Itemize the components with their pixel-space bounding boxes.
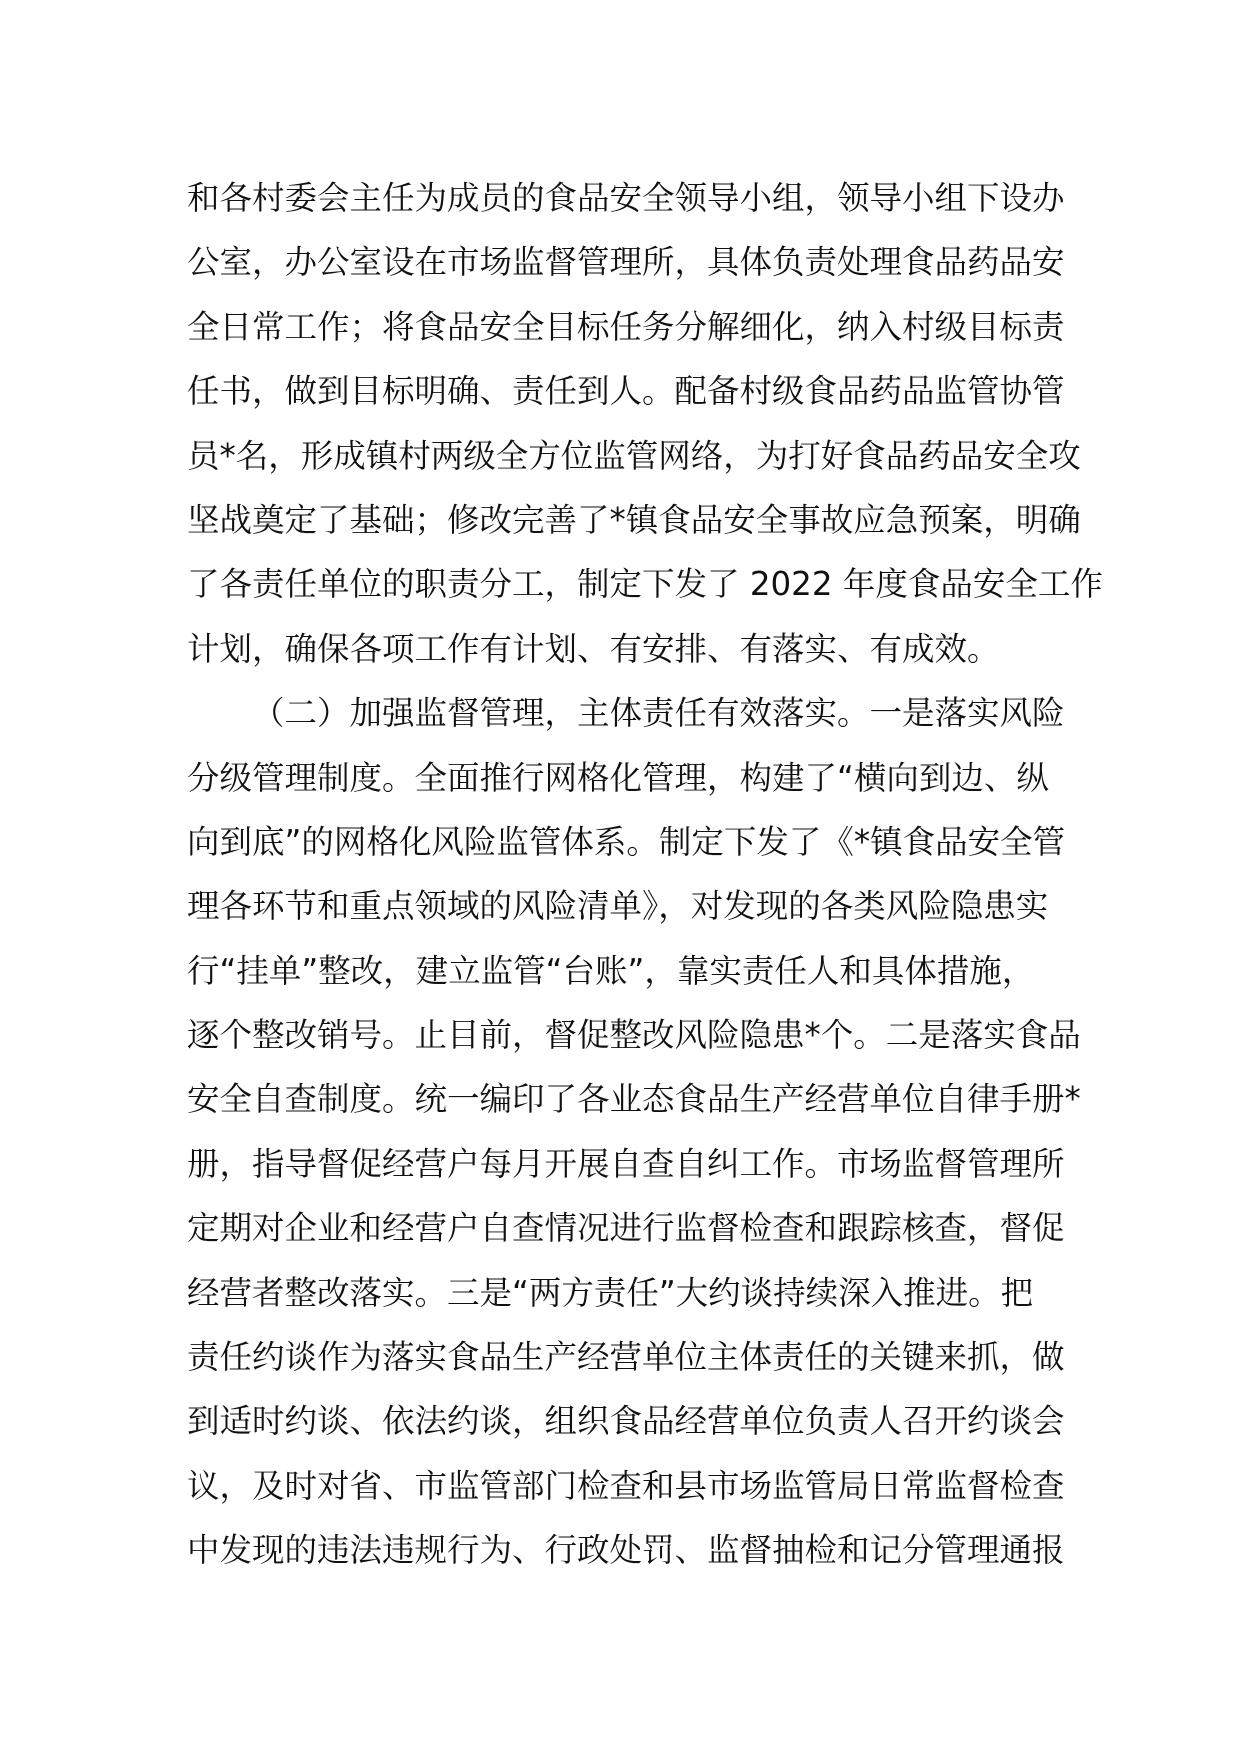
text-line: 逐个整改销号。止目前，督促整改风险隐患*个。二是落实食品 <box>187 1016 1081 1055</box>
text-line: 任书，做到目标明确、责任到人。配备村级食品药品监管协管 <box>187 372 1065 411</box>
body-text <box>187 166 1103 1583</box>
text-line: 责任约谈作为落实食品生产经营单位主体责任的关键来抓，做 <box>187 1338 1065 1377</box>
text-line: 员*名，形成镇村两级全方位监管网络，为打好食品药品安全攻 <box>187 436 1081 475</box>
text-line: 分级管理制度。全面推行网格化管理，构建了“横向到边、纵 <box>187 758 1049 797</box>
section-heading-line: （二）加强监督管理，主体责任有效落实。一是落实风险 <box>252 694 1065 733</box>
text-line: 坚战奠定了基础；修改完善了*镇食品安全事故应急预案，明确 <box>187 500 1081 539</box>
text-line: 安全自查制度。统一编印了各业态食品生产经营单位自律手册* <box>187 1080 1081 1119</box>
text-line: 到适时约谈、依法约谈，组织食品经营单位负责人召开约谈会 <box>187 1402 1065 1441</box>
text-line: 中发现的违法违规行为、行政处罚、监督抽检和记分管理通报 <box>187 1531 1065 1570</box>
text-line: 全日常工作；将食品安全目标任务分解细化，纳入村级目标责 <box>187 307 1065 346</box>
text-line: 了各责任单位的职责分工，制定下发了 2022 年度食品安全工作 <box>187 565 1103 604</box>
text-line: 册，指导督促经营户每月开展自查自纠工作。市场监督管理所 <box>187 1144 1065 1183</box>
text-line: 公室，办公室设在市场监督管理所，具体负责处理食品药品安 <box>187 243 1065 282</box>
text-line: 和各村委会主任为成员的食品安全领导小组，领导小组下设办 <box>187 179 1065 217</box>
text-line: 计划，确保各项工作有计划、有安排、有落实、有成效。 <box>187 629 1000 668</box>
text-line: 行“挂单”整改，建立监管“台账”，靠实责任人和具体措施， <box>187 951 1035 990</box>
text-line: 理各环节和重点领域的风险清单》，对发现的各类风险隐患实 <box>187 887 1049 926</box>
text-line: 议，及时对省、市监管部门检查和县市场监管局日常监督检查 <box>187 1466 1065 1505</box>
text-line: 经营者整改落实。三是“两方责任”大约谈持续深入推进。把 <box>187 1273 1034 1312</box>
text-line: 定期对企业和经营户自查情况进行监督检查和跟踪核查，督促 <box>187 1209 1065 1248</box>
text-line: 向到底”的网格化风险监管体系。制定下发了《*镇食品安全管 <box>187 822 1066 861</box>
